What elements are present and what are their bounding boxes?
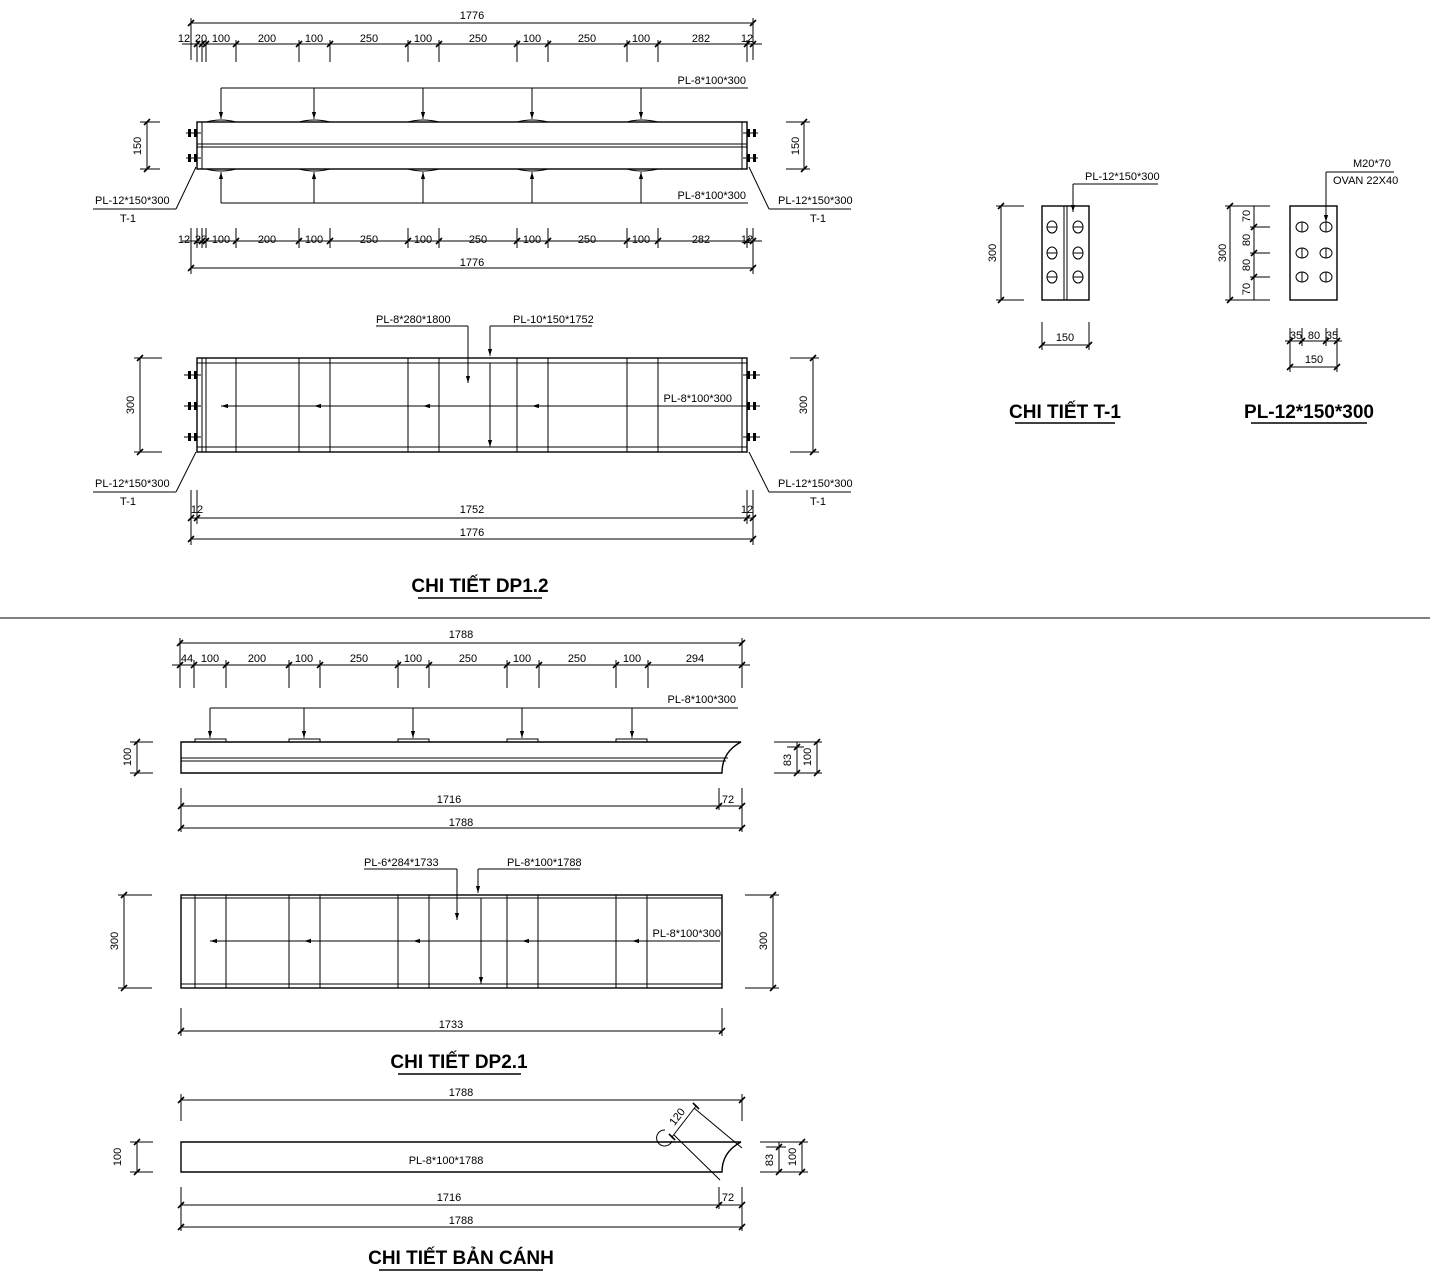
- dp21-height-left: 100: [122, 747, 134, 767]
- pl12-hdim: 80: [1307, 330, 1321, 342]
- dp12-web-label: PL-8*280*1800: [376, 314, 451, 326]
- dp12-seg-label-b: 100: [522, 234, 542, 246]
- banc-height-left: 100: [112, 1147, 124, 1167]
- pl12-height: 300: [1217, 243, 1229, 263]
- dp12-seg-label: 100: [211, 33, 231, 45]
- dp12-end-ref-right: T-1: [810, 213, 826, 225]
- dp12-end-plate-label-right: PL-12*150*300: [778, 195, 853, 207]
- dp12-seg-label-b: 250: [577, 234, 597, 246]
- dp21-len1716: 1716: [436, 794, 462, 806]
- dp12-seg-label-b: 250: [468, 234, 488, 246]
- dp21-overall-top: 1788: [448, 629, 474, 641]
- dp21-seg-label: 44: [180, 653, 194, 665]
- banc-h83: 83: [764, 1153, 776, 1167]
- pl12-vdim: 80: [1241, 258, 1253, 272]
- dp12-seg-label: 250: [359, 33, 379, 45]
- banc-radius: 120: [667, 1106, 689, 1129]
- dp12-seg-label: 100: [522, 33, 542, 45]
- dp21-plan-stiffener-label: PL-8*100*300: [652, 928, 721, 940]
- dp21-flange-label: PL-8*100*1788: [507, 857, 582, 869]
- dp12-seg-label: 100: [413, 33, 433, 45]
- pl12-title: PL-12*150*300: [1244, 402, 1374, 423]
- dp12-plan-height-left: 300: [125, 395, 137, 415]
- dp12-seg-label: 250: [468, 33, 488, 45]
- banc-detail: [112, 1087, 808, 1231]
- pl12-hole-label: OVAN 22X40: [1333, 175, 1399, 187]
- dp21-plan-height-right: 300: [758, 931, 770, 951]
- dp21-web-length: 1733: [438, 1019, 464, 1031]
- dp12-plan-height-right: 300: [798, 395, 810, 415]
- dp12-seg-label-b: 20: [194, 234, 208, 246]
- dp12-seg-label: 200: [257, 33, 277, 45]
- dp21-seg-label: 200: [247, 653, 267, 665]
- dp12-seg-label: 12: [740, 33, 754, 45]
- dp12-seg-label: 100: [304, 33, 324, 45]
- dp12-seg-label-b: 12: [177, 234, 191, 246]
- pl12-vdim: 80: [1241, 233, 1253, 247]
- dp12-inner-length: 1752: [459, 504, 485, 516]
- dp12-overall-dim-bottom: 1776: [459, 257, 485, 269]
- dp12-seg-label: 282: [691, 33, 711, 45]
- pl12-hdim: 35: [1289, 330, 1303, 342]
- dp12-plan-end-ref-right: T-1: [810, 496, 826, 508]
- dp12-seg-label-b: 100: [631, 234, 651, 246]
- dp21-stiffener-label: PL-8*100*300: [667, 694, 736, 706]
- dp21-len72: 72: [721, 794, 735, 806]
- dp12-edge-left: 12: [190, 504, 204, 516]
- banc-overall-bottom: 1788: [448, 1215, 474, 1227]
- dp12-plan-overall: 1776: [459, 527, 485, 539]
- t1-width: 150: [1055, 332, 1075, 344]
- dp21-h100-right: 100: [802, 747, 814, 767]
- dp12-stiffener-label-top: PL-8*100*300: [677, 75, 746, 87]
- dp12-seg-label: 100: [631, 33, 651, 45]
- dp21-title: CHI TIẾT DP2.1: [390, 1052, 528, 1073]
- dp21-seg-label: 250: [458, 653, 478, 665]
- dp12-seg-label-b: 200: [257, 234, 277, 246]
- dp12-end-plate-label-left: PL-12*150*300: [95, 195, 170, 207]
- dp21-web-label: PL-6*284*1733: [364, 857, 439, 869]
- dp21-seg-label: 100: [512, 653, 532, 665]
- dp12-plan-end-ref-left: T-1: [120, 496, 136, 508]
- banc-len72: 72: [721, 1192, 735, 1204]
- banc-overall-top: 1788: [448, 1087, 474, 1099]
- dp12-flange-label: PL-10*150*1752: [513, 314, 594, 326]
- dp12-height-right: 150: [790, 136, 802, 156]
- banc-h100-right: 100: [787, 1147, 799, 1167]
- dp12-edge-right: 12: [740, 504, 754, 516]
- dp12-seg-label-b: 282: [691, 234, 711, 246]
- pl12-width: 150: [1304, 354, 1324, 366]
- dp12-seg-label-b: 12: [740, 234, 754, 246]
- dp21-seg-label: 250: [567, 653, 587, 665]
- dp12-seg-label-b: 100: [304, 234, 324, 246]
- pl12-bolt-label: M20*70: [1353, 158, 1391, 170]
- dp21-seg-label: 250: [349, 653, 369, 665]
- t1-height: 300: [987, 243, 999, 263]
- dp12-elevation: [93, 10, 853, 274]
- pl12-vdim: 70: [1241, 282, 1253, 296]
- dp21-elevation: [122, 629, 822, 832]
- dp12-end-ref-left: T-1: [120, 213, 136, 225]
- banc-plate-label: PL-8*100*1788: [408, 1155, 484, 1167]
- dp12-title: CHI TIẾT DP1.2: [411, 576, 549, 597]
- pl12-detail: [1217, 158, 1398, 372]
- dp12-seg-label-b: 100: [413, 234, 433, 246]
- banc-title: CHI TIẾT BẢN CÁNH: [368, 1248, 554, 1269]
- banc-len1716: 1716: [436, 1192, 462, 1204]
- dp12-seg-label: 250: [577, 33, 597, 45]
- dp12-overall-dim-top: 1776: [459, 10, 485, 22]
- dp12-plan-end-plate-right: PL-12*150*300: [778, 478, 853, 490]
- dp12-seg-label-b: 100: [211, 234, 231, 246]
- dp21-plan: [109, 857, 779, 1036]
- dp12-stiffener-label-bottom: PL-8*100*300: [677, 190, 746, 202]
- dp21-seg-label: 100: [200, 653, 220, 665]
- pl12-vdim: 70: [1241, 209, 1253, 223]
- dp21-h83: 83: [782, 753, 794, 767]
- dp12-seg-label-b: 250: [359, 234, 379, 246]
- dp12-seg-label: 12: [177, 33, 191, 45]
- dp21-seg-label: 100: [622, 653, 642, 665]
- dp12-plan-stiffener-label: PL-8*100*300: [663, 393, 732, 405]
- t1-plate-label: PL-12*150*300: [1085, 171, 1160, 183]
- pl12-hdim: 35: [1325, 330, 1339, 342]
- dp21-seg-label: 294: [685, 653, 705, 665]
- dp12-plan-end-plate-left: PL-12*150*300: [95, 478, 170, 490]
- t1-detail: [987, 171, 1160, 350]
- dp21-plan-height-left: 300: [109, 931, 121, 951]
- dp21-seg-label: 100: [294, 653, 314, 665]
- dp12-plan: [93, 314, 853, 545]
- dp21-overall-mid: 1788: [448, 817, 474, 829]
- t1-title: CHI TIẾT T-1: [1009, 402, 1121, 423]
- dp21-seg-label: 100: [403, 653, 423, 665]
- dp12-height-left: 150: [132, 136, 144, 156]
- dp12-seg-label: 20: [194, 33, 208, 45]
